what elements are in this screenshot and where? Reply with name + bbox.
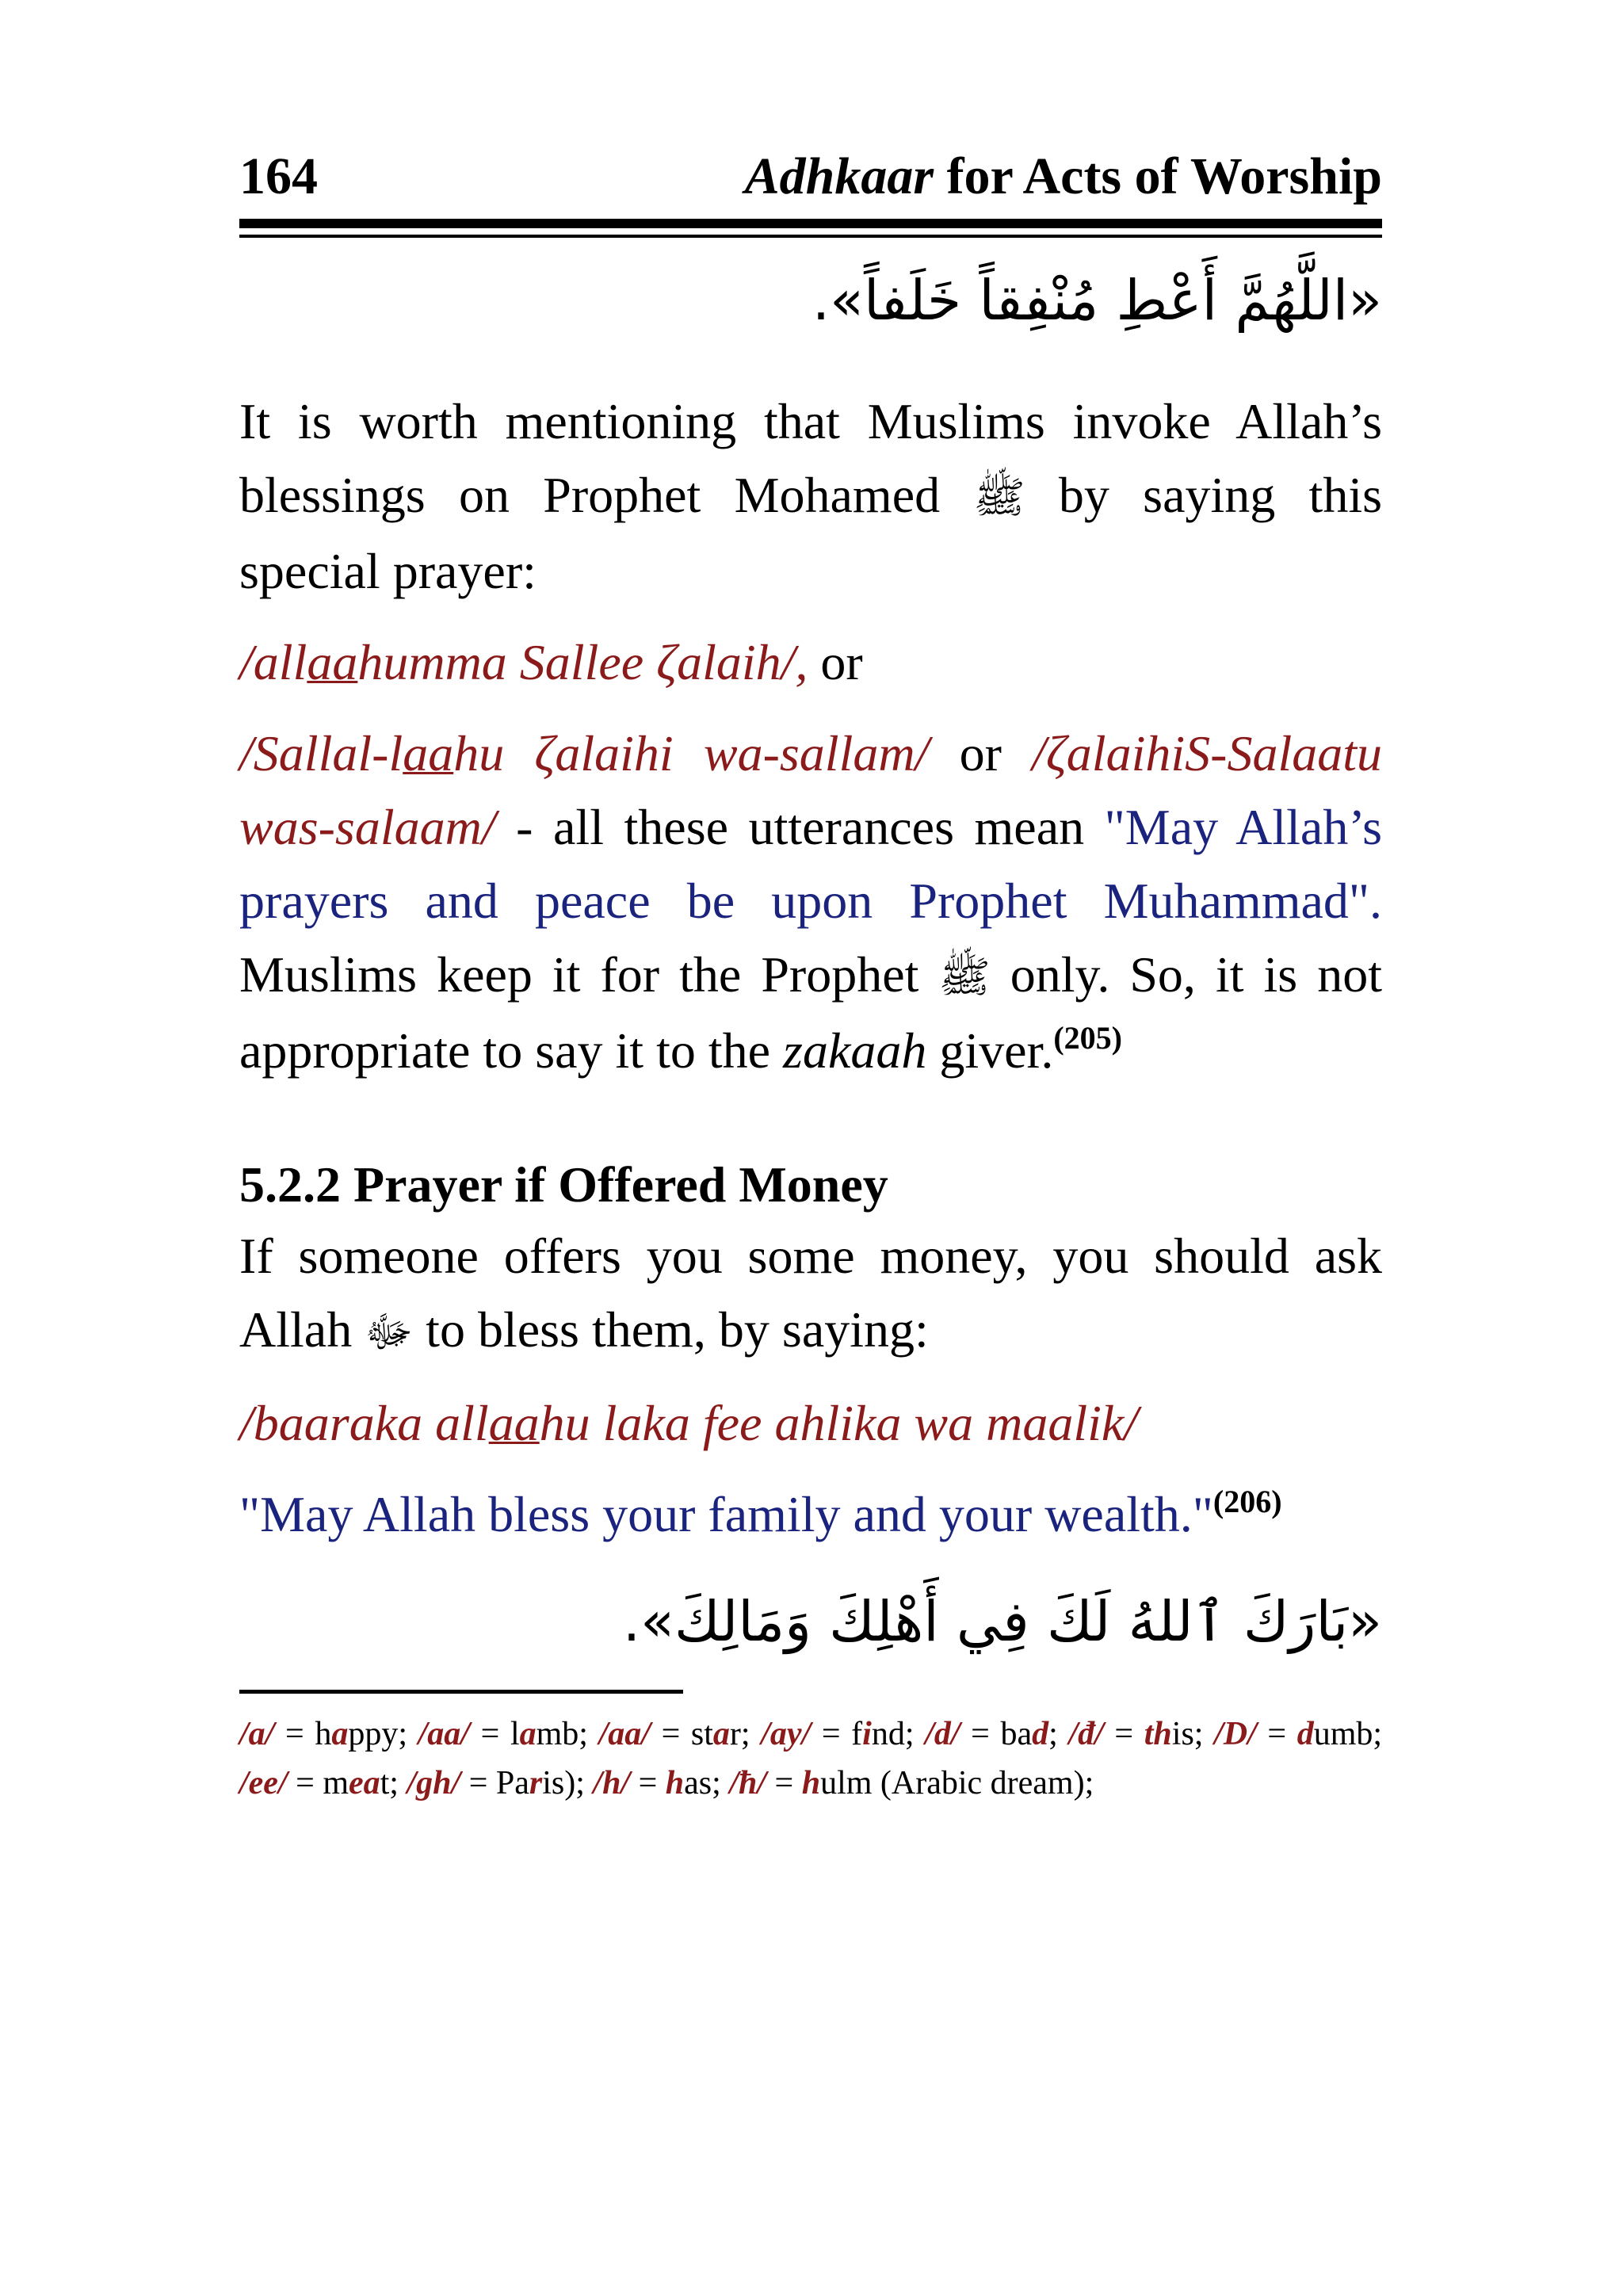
footnote-example-highlight: d [1296,1716,1314,1752]
footnote-symbol: /D/ [1214,1716,1257,1752]
footnote-example: m [323,1765,349,1801]
footnote-equals: = [460,1765,496,1801]
footnote-symbol: /đ/ [1068,1716,1104,1752]
footnote-example: l [510,1716,520,1752]
footnote-symbol: /ay/ [761,1716,812,1752]
zakaah-term: zakaah [783,1022,927,1079]
footnote-symbol: /ħ/ [729,1765,767,1801]
paragraph-text: - all these utterances mean [495,799,1105,855]
page-number: 164 [239,147,318,205]
footnote-symbol: /aa/ [598,1716,651,1752]
footnote-example: h [315,1716,332,1752]
paragraph-text: If someone offers you some money, you should ask Allah [239,1228,1382,1358]
footnote-equals: = [766,1765,802,1801]
footnote-symbol: /a/ [239,1716,275,1752]
jalla-symbol-icon: ﷻ [365,1307,414,1357]
footnote-example: f [851,1716,863,1752]
footnote-example: Pa [495,1765,529,1801]
footnote-example-highlight: h [801,1765,821,1801]
running-title-rest: for Acts of Worship [934,147,1382,205]
running-title [745,143,1382,211]
header-rule-thick [239,219,1382,228]
footnote-example: ; [1048,1716,1069,1752]
footnote-example: is; [1171,1716,1215,1752]
page [239,143,1382,1808]
translit-part: hu ζalaihi wa-sallam/ [453,725,930,781]
header-rule-thin [239,235,1382,238]
translit-underlined: aa [488,1395,540,1451]
paragraph-text: It is worth mentioning that Muslims invoke Allah’s blessings on Prophet Mohamed [239,393,1382,523]
footnote-example-highlight: ea [348,1765,380,1801]
footnote-rule [239,1690,683,1694]
translation-text: "May Allah bless your family and your wealth." [239,1486,1213,1542]
footnote-equals: = [1103,1716,1144,1752]
footnote-equals: = [811,1716,852,1752]
footnote-example-highlight: a [519,1716,537,1752]
footnote-equals: = [650,1716,691,1752]
salla-symbol-icon: ﷺ [938,952,991,1002]
translation-line-2 [239,1477,1382,1551]
footnote-equals: = [630,1765,666,1801]
footnote-example: ulm (Arabic dream); [820,1765,1094,1801]
footnote-example-highlight: i [862,1716,872,1752]
paragraph-text: giver. [926,1022,1054,1079]
footnote-symbol: /h/ [593,1765,631,1801]
footnote-example: mb; [536,1716,599,1752]
salla-symbol-icon: ﷺ [973,472,1025,522]
section-heading: 5.2.2 Prayer if Offered Money [239,1156,888,1213]
arabic-supplication-bottom: «بَارَكَ ٱللهُ لَكَ فِي أَهْلِكَ وَمَالِكَ». [622,1589,1382,1654]
footnote-example-highlight: th [1144,1716,1172,1752]
translit-part: /baaraka all [239,1395,489,1451]
footnote-example-highlight: d [1032,1716,1049,1752]
section-paragraph [239,1219,1382,1369]
footnote-ref: (205) [1053,1020,1122,1056]
paragraph-meaning [239,716,1382,1087]
footnote-example: r; [729,1716,762,1752]
footnote-example: t; [380,1765,407,1801]
translit-part: /Sallal-l [239,725,403,781]
footnote-example: st [690,1716,713,1752]
footnote-example: ppy; [348,1716,418,1752]
translit-part: /all [239,634,307,690]
running-header [239,143,1382,211]
footnote-equals: = [960,1716,1001,1752]
footnote-example-highlight: a [331,1716,349,1752]
translation-quote: "May Allah’s prayers and peace be upon Prophet Muhammad". [239,799,1383,929]
footnote-example-highlight: h [665,1765,685,1801]
transliteration-line-1 [239,625,1382,699]
footnote-symbol: /aa/ [418,1716,470,1752]
paragraph-text: only. So, it is not appropriate to say it to the [239,946,1382,1079]
footnote-symbol: /d/ [925,1716,960,1752]
footnote-symbol: /gh/ [407,1765,461,1801]
translit-tail: or [808,634,863,690]
footnote-symbol: /ee/ [239,1765,288,1801]
footnote-example: as; [684,1765,730,1801]
paragraph-text: to bless them, by saying: [413,1301,929,1358]
footnote-example: ba [1000,1716,1033,1752]
footnote-example: nd; [871,1716,926,1752]
translit-part: /ζalaihiS-Salaatu was-salaam/ [239,725,1382,855]
arabic-supplication-top: «اللَّهُمَّ أَعْطِ مُنْفِقاً خَلَفاً». [812,268,1382,333]
translit-underlined: aa [307,634,358,690]
paragraph-text: Muslims keep it for the Prophet [239,946,939,1003]
footnote-example-highlight: a [712,1716,730,1752]
footnote-example-highlight: r [529,1765,543,1801]
footnote-key [239,1710,1382,1808]
footnote-ref: (206) [1212,1484,1282,1519]
transliteration-line-2 [239,1386,1382,1460]
translit-underlined: aa [403,725,454,781]
footnote-example: is); [542,1765,594,1801]
paragraph-text-end: by saying this special prayer: [239,467,1383,599]
footnote-equals: = [274,1716,315,1752]
footnote-example: umb; [1313,1716,1383,1752]
footnote-equals: = [287,1765,323,1801]
translit-part: humma Sallee ζalaih/, [357,634,808,690]
paragraph-blessings [239,384,1382,608]
translit-part: hu laka fee ahlika wa maalik/ [539,1395,1139,1451]
or-text: or [929,725,1033,781]
running-title-italic: Adhkaar [744,147,934,205]
footnote-equals: = [469,1716,510,1752]
footnote-equals: = [1256,1716,1297,1752]
